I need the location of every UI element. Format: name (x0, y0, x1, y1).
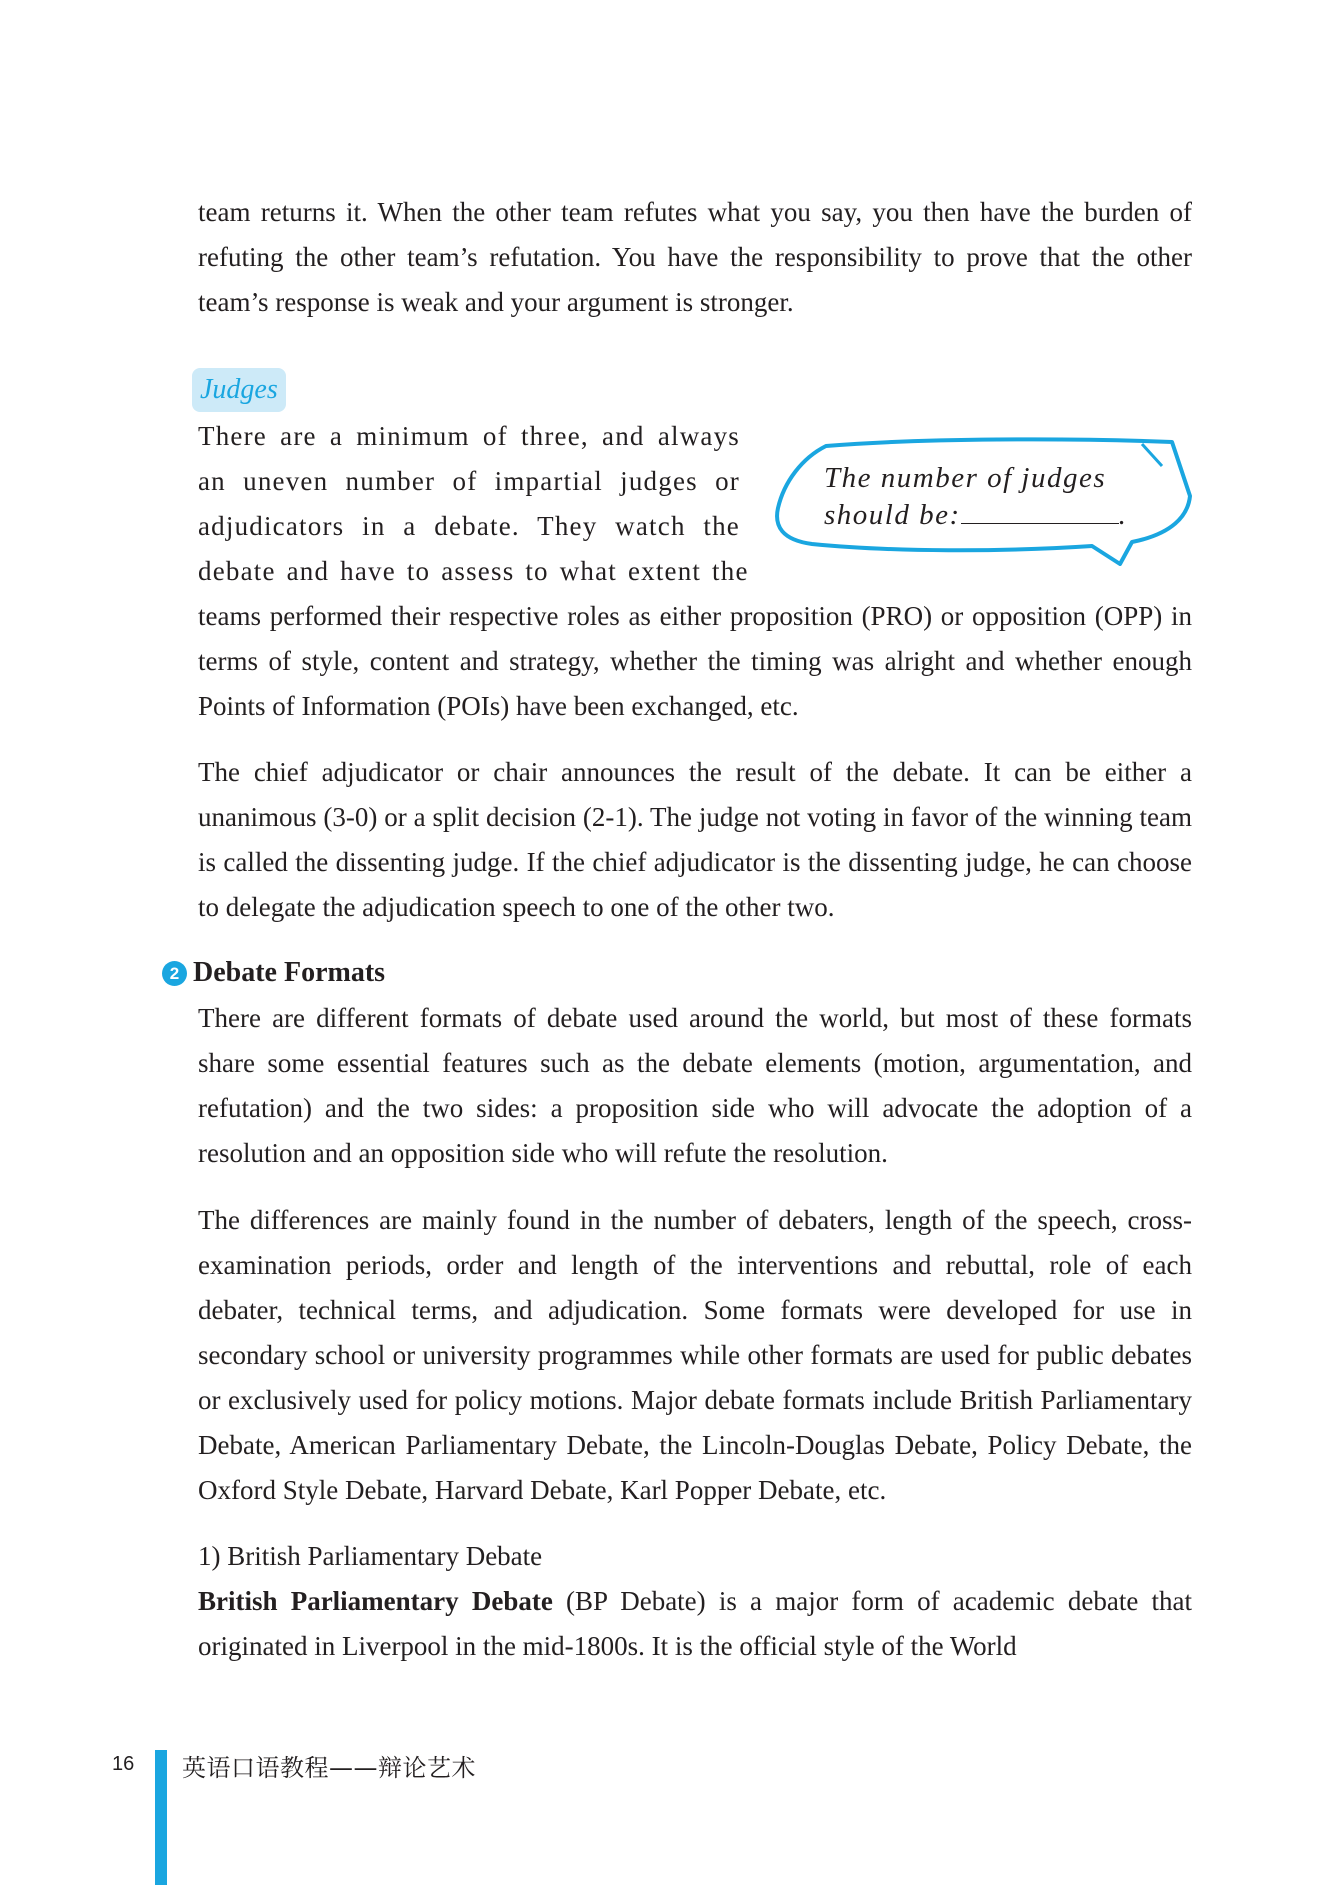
bubble-period: . (1118, 499, 1128, 531)
speech-bubble (772, 436, 1196, 566)
formats-paragraph-2: The differences are mainly found in the number of debaters, length of the speech, cross-examination periods, order and length of the interventions and rebuttal, role of each debater, technical terms, and adjudication. Some formats were developed for use in secondary school or university programmes while other formats are used for public debates or exclusively used for policy motions. Major debate formats include British Parliamentary Debate, American Parliamentary Debate, the Lincoln-Douglas Debate, Policy Debate, the Oxford Style Debate, Harvard Debate, Karl Popper Debate, etc. (198, 1205, 1192, 1505)
section-number-badge: 2 (162, 961, 187, 986)
judges-tag: Judges (192, 368, 286, 412)
bp-subheading: 1) British Parliamentary Debate (198, 1541, 543, 1571)
judges-intro-line: an uneven number of impartial judges or (198, 466, 740, 496)
judges-intro-lines (198, 414, 749, 594)
judges-continuation: teams performed their respective roles as either proposition (PRO) or opposition (OPP) in terms of style, content and strategy, whether the timing was alright and whether enough Points of Information (POIs) have been exchanged, etc. (198, 601, 1192, 721)
bp-paragraph (198, 1579, 1192, 1669)
footer-accent-bar (155, 1750, 167, 1885)
bubble-prompt: should be: (824, 499, 961, 531)
section-title: Debate Formats (193, 957, 386, 988)
judges-paragraph-2: The chief adjudicator or chair announces the result of the debate. It can be either a unanimous (3-0) or a split decision (2-1). The judge not voting in favor of the winning team is called the dissenting judge. If the chief adjudicator is the dissenting judge, he can choose to delegate the adjudication speech to one of the other two. (198, 757, 1192, 922)
judges-intro-line: adjudicators in a debate. They watch the (198, 511, 740, 541)
page-number: 16 (112, 1753, 135, 1775)
formats-paragraph-1: There are different formats of debate used around the world, but most of these formats share some essential features such as the debate elements (motion, argumentation, and refutation) and the two sides: a proposition side who will advocate the adoption of a resolution and an opposition side who will refute the resolution. (198, 1003, 1192, 1168)
section-heading (162, 953, 385, 993)
bp-term: British Parliamentary Debate (198, 1586, 553, 1616)
judges-intro-line: debate and have to assess to what extent the (198, 556, 749, 586)
bubble-line-1: The number of judges (824, 462, 1107, 494)
top-paragraph: team returns it. When the other team refutes what you say, you then have the burden of refuting the other team’s refutation. You have the responsibility to prove that the other team’s response is weak and your argument is stronger. (198, 197, 1192, 317)
fill-in-blank[interactable] (961, 497, 1119, 524)
bp-description: (BP Debate) is a major form of academic debate that originated in Liverpool in the mid-1800s. It is the official style of the World (198, 1586, 1192, 1661)
bubble-line-2 (824, 497, 1154, 534)
judges-intro-line: There are a minimum of three, and always (198, 421, 740, 451)
book-title: 英语口语教程——辩论艺术 (182, 1754, 476, 1782)
speech-bubble-text (824, 460, 1154, 534)
